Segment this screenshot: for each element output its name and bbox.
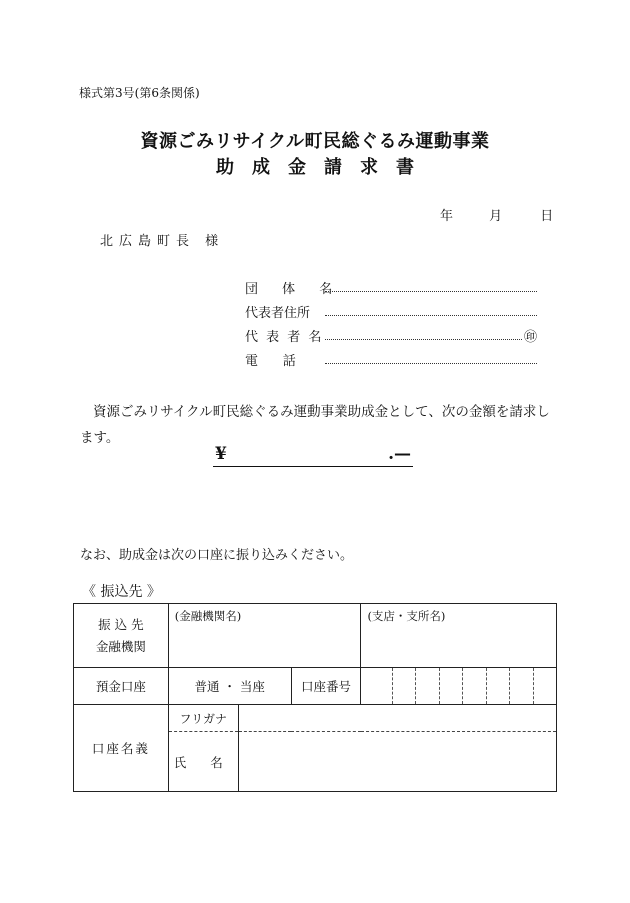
account-digit[interactable] — [509, 668, 532, 704]
account-number-cell[interactable] — [361, 668, 557, 705]
amount-suffix: .— — [388, 444, 411, 464]
account-digit[interactable] — [415, 668, 438, 704]
field-label-rep-address: 代表者住所 — [245, 306, 311, 321]
phone-field[interactable] — [325, 363, 537, 364]
account-number-label: 口座番号 — [291, 668, 361, 705]
addressee: 北広島町長 様 — [100, 234, 225, 249]
field-label-group-name: 団 体 名 — [245, 282, 343, 297]
bank-name-cell[interactable] — [168, 604, 361, 668]
account-type-label: 預金口座 — [74, 668, 169, 705]
account-digit[interactable] — [369, 668, 391, 704]
date-month: 月 — [489, 209, 503, 224]
bank-label-line1: 振 込 先 — [98, 616, 144, 632]
account-holder-label: 口座名義 — [74, 705, 169, 792]
furigana-field[interactable] — [238, 705, 556, 732]
account-type-options[interactable]: 普通 ・ 当座 — [168, 668, 291, 705]
account-digit[interactable] — [392, 668, 415, 704]
group-name-field[interactable] — [325, 291, 537, 292]
section-title-transfer: 《 振込先 》 — [82, 584, 161, 600]
yen-symbol: ¥ — [215, 444, 227, 464]
branch-name-cell[interactable] — [361, 604, 557, 668]
bank-name-hint: (金融機関名) — [174, 609, 242, 623]
bank-account-table — [73, 603, 557, 792]
request-statement: 資源ごみリサイクル町民総ぐるみ運動事業助成金として、次の金額を請求します。 — [80, 404, 550, 446]
account-digit[interactable] — [439, 668, 462, 704]
rep-name-field[interactable] — [325, 339, 522, 340]
holder-name-field[interactable] — [238, 732, 556, 792]
account-digit[interactable] — [533, 668, 556, 704]
field-label-phone: 電 話 — [245, 354, 296, 369]
amount-field[interactable] — [213, 444, 413, 467]
account-digit[interactable] — [462, 668, 485, 704]
seal-mark: ㊞ — [524, 330, 538, 345]
branch-hint: (支店・支所名) — [367, 609, 446, 623]
bank-label-line2: 金融機関 — [95, 638, 146, 654]
rep-address-field[interactable] — [325, 315, 537, 316]
date-year: 年 — [440, 209, 454, 224]
date-day: 日 — [540, 209, 554, 224]
date-line — [440, 205, 553, 224]
document-subtitle: 助成金請求書 — [216, 157, 432, 178]
form-number: 様式第3号(第6条関係) — [79, 86, 200, 100]
transfer-note: なお、助成金は次の口座に振り込みください。 — [80, 548, 354, 563]
document-title: 資源ごみリサイクル町民総ぐるみ運動事業 — [140, 131, 490, 152]
name-label: 氏 名 — [168, 732, 238, 792]
field-label-rep-name: 代 表 者 名 — [245, 330, 324, 345]
bank-label-cell — [74, 604, 169, 668]
furigana-label: フリガナ — [168, 705, 238, 732]
account-digit[interactable] — [486, 668, 509, 704]
